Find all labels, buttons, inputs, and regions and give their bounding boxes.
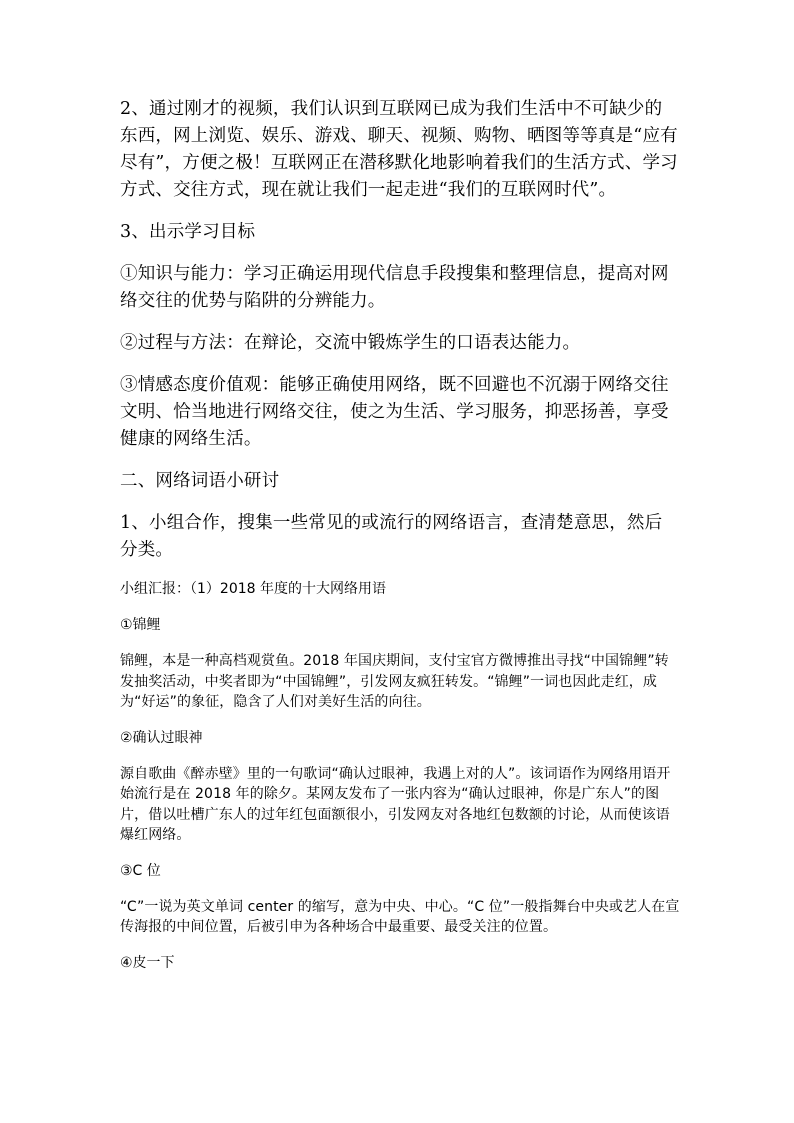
report-title: 小组汇报：（1）2018 年度的十大网络用语 (120, 581, 386, 597)
term-body-jinli: 锦鲤，本是一种高档观赏鱼。2018 年国庆期间，支付宝官方微博推出寻找“中国锦鲤”转发抽奖活动，中奖者即为“中国锦鲤”，引发网友疯狂转发。“锦鲤”一词也因此走红，成为“好运”的象征，隐含了人们对美好生活的向往。 (120, 653, 669, 710)
document-body (120, 96, 680, 989)
task-group-collect: 1、小组合作，搜集一些常见的或流行的网络语言，查清楚意思，然后分类。 (120, 513, 663, 560)
paragraph-intro: 2、通过刚才的视频，我们认识到互联网已成为我们生活中不可缺少的东西，网上浏览、娱乐、游戏、聊天、视频、购物、晒图等等真是“应有尽有”，方便之极！互联网正在潜移默化地影响着我们的生活方式、学习方式、交往方式，现在就让我们一起走进“我们的互联网时代”。 (120, 99, 678, 200)
term-title-cwei: ③C 位 (120, 862, 161, 879)
heading-learning-goals: 3、出示学习目标 (120, 222, 256, 242)
goal-attitude: ③情感态度价值观：能够正确使用网络，既不回避也不沉溺于网络交往文明、恰当地进行网络交往，使之为生活、学习服务，抑恶扬善，享受健康的网络生活。 (120, 375, 669, 449)
term-title-pi: ④皮一下 (120, 954, 175, 971)
term-title-queren: ②确认过眼神 (120, 729, 203, 746)
term-title-jinli: ①锦鲤 (120, 617, 161, 633)
section-heading-network-words: 二、网络词语小研讨 (120, 471, 280, 491)
goal-knowledge: ①知识与能力：学习正确运用现代信息手段搜集和整理信息，提高对网络交往的优势与陷阱的分辨能力。 (120, 264, 669, 311)
term-body-queren: 源自歌曲《醉赤壁》里的一句歌词“确认过眼神，我遇上对的人”。该词语作为网络用语开始流行是在 2018 年的除夕。某网友发布了一张内容为“确认过眼神，你是广东人”的图片，借以吐槽广东人的过年红包面额很小，引发网友对各地红包数额的讨论，从而使该语爆红网络。 (120, 765, 671, 843)
term-body-cwei: “C”一说为英文单词 center 的缩写，意为中央、中心。“C 位”一般指舞台中央或艺人在宣传海报的中间位置，后被引申为各种场合中最重要、最受关注的位置。 (120, 898, 680, 935)
goal-process: ②过程与方法：在辩论，交流中锻炼学生的口语表达能力。 (120, 333, 581, 353)
